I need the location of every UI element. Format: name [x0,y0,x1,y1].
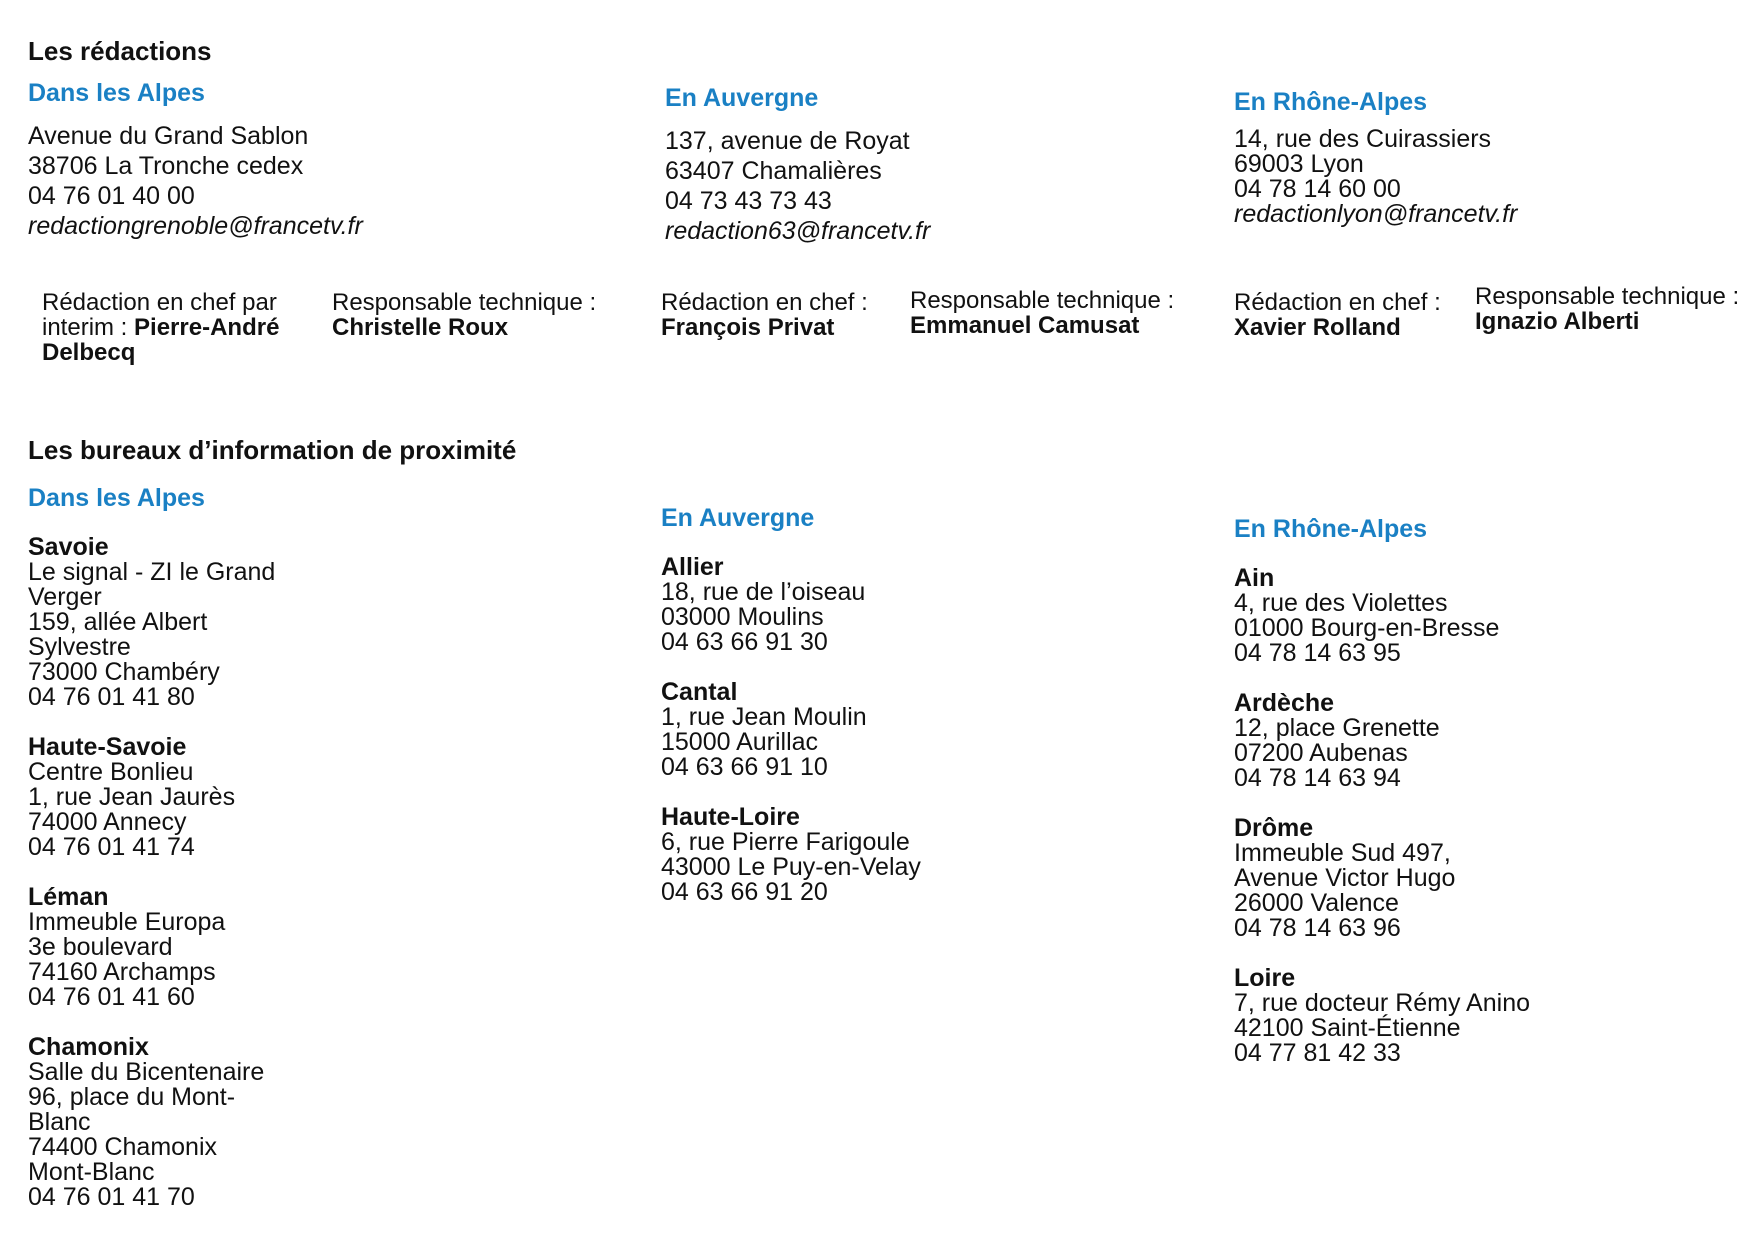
address: 137, avenue de Royat [665,127,910,155]
bureau-phone: 04 78 14 63 94 [1234,764,1401,792]
email-link[interactable]: redactiongrenoble@francetv.fr [28,212,363,240]
bureaux-rhone-list [1234,566,1530,1091]
redaction-rhone-region: En Rhône-Alpes [1234,88,1428,116]
bureaux-title: Les bureaux d’information de proximité [28,435,517,465]
bureau-cantal [661,680,921,780]
phone: 04 76 01 40 00 [28,182,195,210]
bureau-ardeche [1234,691,1530,791]
bureaux-auvergne-list [661,555,921,930]
bureau-line: 73000 Chambéry [28,658,220,686]
tech-label: Responsable technique : [1475,283,1740,310]
bureau-phone: 04 78 14 63 96 [1234,914,1401,942]
bureaux-rhone-region: En Rhône-Alpes [1234,515,1428,543]
bureaux-auvergne-region: En Auvergne [661,504,815,532]
bureau-line: Mont-Blanc [28,1158,155,1186]
bureau-chamonix [28,1035,275,1210]
bureau-line: Verger [28,583,102,611]
bureau-name: Allier [661,553,724,581]
bureau-phone: 04 76 01 41 80 [28,683,195,711]
bureau-haute-loire [661,805,921,905]
chief-name: François Privat [661,314,835,341]
city: 63407 Chamalières [665,157,882,185]
redaction-auvergne-contact [665,126,930,246]
chief-name: Xavier Rolland [1234,314,1401,341]
redaction-auvergne-region: En Auvergne [665,84,819,112]
bureau-phone: 04 76 01 41 70 [28,1183,195,1211]
bureau-line: 74160 Archamps [28,958,216,986]
bureau-ain [1234,566,1530,666]
bureau-phone: 04 78 14 63 95 [1234,639,1401,667]
bureau-line: 4, rue des Violettes [1234,589,1448,617]
redaction-rhone-tech [1475,284,1750,334]
bureau-name: Ain [1234,564,1275,592]
bureau-line: 159, allée Albert [28,608,208,636]
city: 38706 La Tronche cedex [28,152,304,180]
bureau-name: Loire [1234,964,1296,992]
bureau-name: Haute-Loire [661,803,800,831]
bureau-allier [661,555,921,655]
bureau-line: 74000 Annecy [28,808,187,836]
bureau-line: 96, place du Mont- [28,1083,236,1111]
address: Avenue du Grand Sablon [28,122,309,150]
tech-label: Responsable technique : [332,289,597,316]
bureau-drome [1234,816,1530,941]
chief-label: Rédaction en chef : [1234,289,1441,316]
phone: 04 78 14 60 00 [1234,175,1401,203]
bureau-name: Léman [28,883,109,911]
phone: 04 73 43 73 43 [665,187,832,215]
bureau-line: 12, place Grenette [1234,714,1440,742]
bureau-phone: 04 76 01 41 60 [28,983,195,1011]
bureau-line: 1, rue Jean Jaurès [28,783,236,811]
bureau-phone: 04 63 66 91 30 [661,628,828,656]
city: 69003 Lyon [1234,150,1364,178]
bureau-name: Drôme [1234,814,1314,842]
bureau-savoie [28,535,275,710]
bureau-name: Ardèche [1234,689,1335,717]
bureau-line: Blanc [28,1108,91,1136]
redactions-title: Les rédactions [28,36,212,66]
bureau-name: Haute-Savoie [28,733,187,761]
redaction-auvergne-chief [661,290,901,340]
bureau-line: 1, rue Jean Moulin [661,703,867,731]
bureau-line: 42100 Saint-Étienne [1234,1014,1461,1042]
bureau-haute-savoie [28,735,275,860]
bureau-phone: 04 76 01 41 74 [28,833,195,861]
address: 14, rue des Cuirassiers [1234,125,1492,153]
bureau-line: 18, rue de l’oiseau [661,578,866,606]
redaction-alpes-contact [28,121,363,241]
redaction-alpes-tech [332,290,622,340]
bureau-leman [28,885,275,1010]
bureau-line: 01000 Bourg-en-Bresse [1234,614,1500,642]
chief-label: Rédaction en chef : [661,289,868,316]
bureau-phone: 04 63 66 91 10 [661,753,828,781]
email-link[interactable]: redactionlyon@francetv.fr [1234,200,1518,228]
bureau-line: Le signal - ZI le Grand [28,558,276,586]
email-link[interactable]: redaction63@francetv.fr [665,217,931,245]
bureau-line: 3e boulevard [28,933,173,961]
bureau-phone: 04 77 81 42 33 [1234,1039,1401,1067]
bureau-line: 26000 Valence [1234,889,1399,917]
bureau-line: 7, rue docteur Rémy Anino [1234,989,1530,1017]
bureau-line: Sylvestre [28,633,131,661]
bureau-line: 15000 Aurillac [661,728,819,756]
redaction-rhone-chief [1234,290,1474,340]
bureau-line: Salle du Bicentenaire [28,1058,265,1086]
bureau-loire [1234,966,1530,1066]
bureau-line: Avenue Victor Hugo [1234,864,1456,892]
bureau-name: Savoie [28,533,109,561]
redaction-alpes-region: Dans les Alpes [28,79,205,107]
bureau-line: 6, rue Pierre Farigoule [661,828,910,856]
bureaux-alpes-list [28,535,275,1235]
bureau-phone: 04 63 66 91 20 [661,878,828,906]
bureau-line: Centre Bonlieu [28,758,194,786]
tech-name: Christelle Roux [332,314,509,341]
tech-name: Ignazio Alberti [1475,308,1640,335]
bureau-name: Cantal [661,678,738,706]
bureau-line: 03000 Moulins [661,603,824,631]
bureau-line: 43000 Le Puy-en-Velay [661,853,921,881]
bureau-line: 07200 Aubenas [1234,739,1408,767]
bureau-line: Immeuble Europa [28,908,226,936]
bureau-line: Immeuble Sud 497, [1234,839,1451,867]
chief-name: Pierre-André Delbecq [42,314,280,366]
chief-label: Rédaction en chef par interim : [42,289,277,341]
bureau-name: Chamonix [28,1033,149,1061]
redaction-alpes-chief [42,290,302,365]
bureaux-alpes-region: Dans les Alpes [28,484,205,512]
bureau-line: 74400 Chamonix [28,1133,218,1161]
redaction-rhone-contact [1234,127,1517,227]
redaction-auvergne-tech [910,288,1200,338]
tech-label: Responsable technique : [910,287,1175,314]
tech-name: Emmanuel Camusat [910,312,1140,339]
